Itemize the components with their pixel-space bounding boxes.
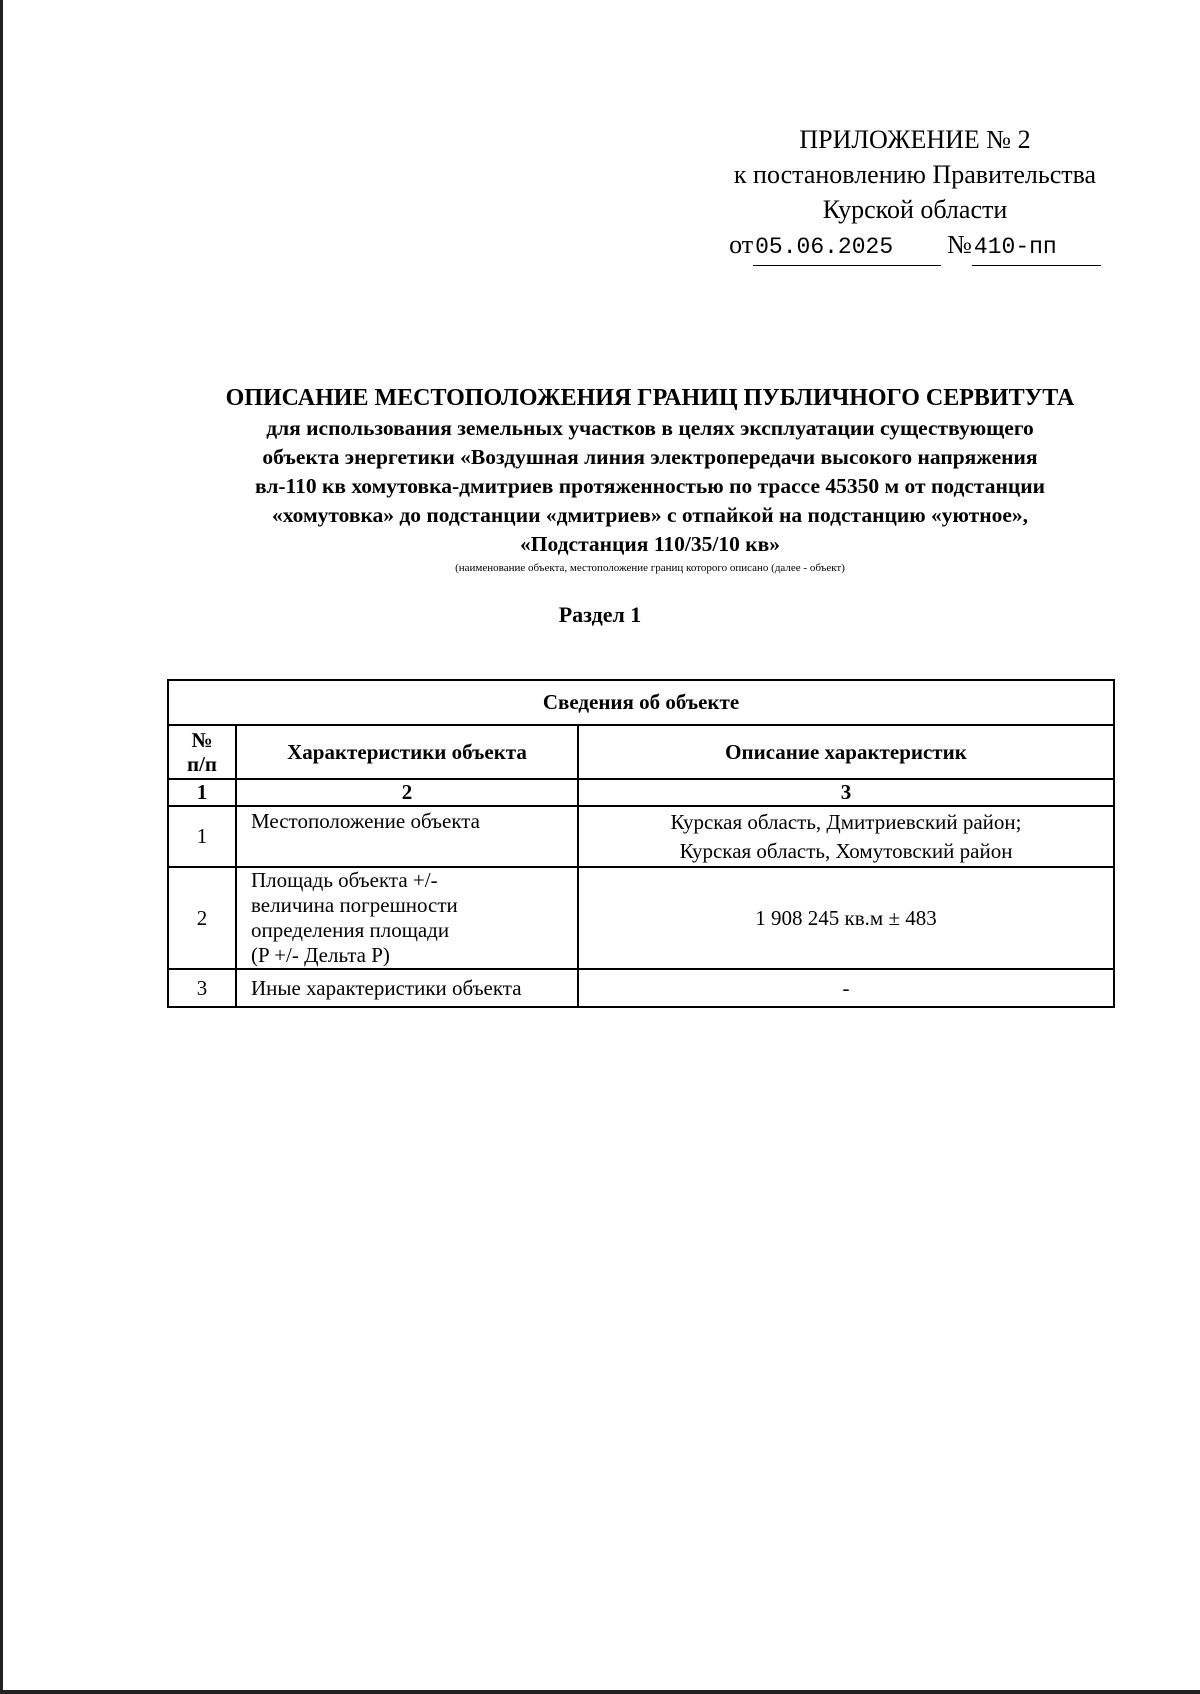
row-description: 1 908 245 кв.м ± 483 — [578, 867, 1114, 969]
title-sub-line-2: объекта энергетики «Воздушная линия электропередачи высокого напряжения — [262, 445, 1038, 469]
number-prefix: № — [947, 230, 972, 259]
row-description — [578, 806, 1114, 867]
row-number: 2 — [168, 867, 236, 969]
col-number-3: 3 — [578, 779, 1114, 806]
appendix-header — [700, 122, 1130, 266]
title-sub-line-1: для использования земельных участков в целях эксплуатации существующего — [266, 416, 1034, 440]
title-sub-line-5: «Подстанция 110/35/10 кв» — [520, 532, 780, 556]
row-description-line-2: Курская область, Хомутовский район — [679, 838, 1013, 863]
date-value: 05.06.2025 — [753, 230, 941, 266]
number-value: 410-пп — [972, 230, 1101, 266]
row-characteristic-line-3: определения площади — [251, 918, 450, 942]
appendix-title: ПРИЛОЖЕНИЕ № 2 — [799, 125, 1031, 154]
row-characteristic: Иные характеристики объекта — [236, 969, 578, 1007]
document-title: ОПИСАНИЕ МЕСТОПОЛОЖЕНИЯ ГРАНИЦ ПУБЛИЧНОГО СЕРВИТУТА — [225, 385, 1075, 411]
title-sub-line-4: «хомутовка» до подстанции «дмитриев» с отпайкой на подстанцию «уютное», — [271, 503, 1029, 527]
table-header-row — [168, 725, 1114, 779]
object-info-table — [167, 679, 1115, 1008]
table-caption: Сведения об объекте — [168, 680, 1114, 725]
appendix-region-line: Курской области — [822, 195, 1008, 224]
appendix-date-row — [700, 227, 1130, 266]
col-number-2: 2 — [236, 779, 578, 806]
row-characteristic-line-1: Площадь объекта +/- — [251, 868, 438, 892]
table-caption-row — [168, 680, 1114, 725]
row-characteristic: Местоположение объекта — [236, 806, 578, 867]
scan-bottom-edge — [0, 1690, 1200, 1694]
header-characteristic: Характеристики объекта — [236, 725, 578, 779]
row-number: 1 — [168, 806, 236, 867]
table-row — [168, 867, 1114, 969]
date-prefix: от — [729, 230, 754, 259]
table-row — [168, 969, 1114, 1007]
row-characteristic-line-2: величина погрешности — [251, 893, 458, 917]
column-number-row — [168, 779, 1114, 806]
row-characteristic-line-4: (P +/- Дельта P) — [251, 943, 390, 967]
title-note: (наименование объекта, местоположение границ которого описано (далее - объект) — [455, 562, 845, 574]
table-row — [168, 806, 1114, 867]
appendix-ref-line: к постановлению Правительства — [733, 160, 1097, 189]
row-description: - — [578, 969, 1114, 1007]
col-number-1: 1 — [168, 779, 236, 806]
row-characteristic — [236, 867, 578, 969]
row-description-line-1: Курская область, Дмитриевский район; — [670, 809, 1022, 834]
header-number-abbr: п/п — [186, 752, 218, 776]
scan-left-edge — [0, 0, 3, 1694]
title-sub-line-3: вл-110 кв хомутовка-дмитриев протяженностью по трассе 45350 м от подстанции — [255, 474, 1045, 498]
document-title-block — [180, 382, 1120, 575]
header-number — [168, 725, 236, 779]
header-description: Описание характеристик — [578, 725, 1114, 779]
row-number: 3 — [168, 969, 236, 1007]
header-number-symbol: № — [191, 728, 213, 752]
section-label: Раздел 1 — [558, 602, 642, 627]
